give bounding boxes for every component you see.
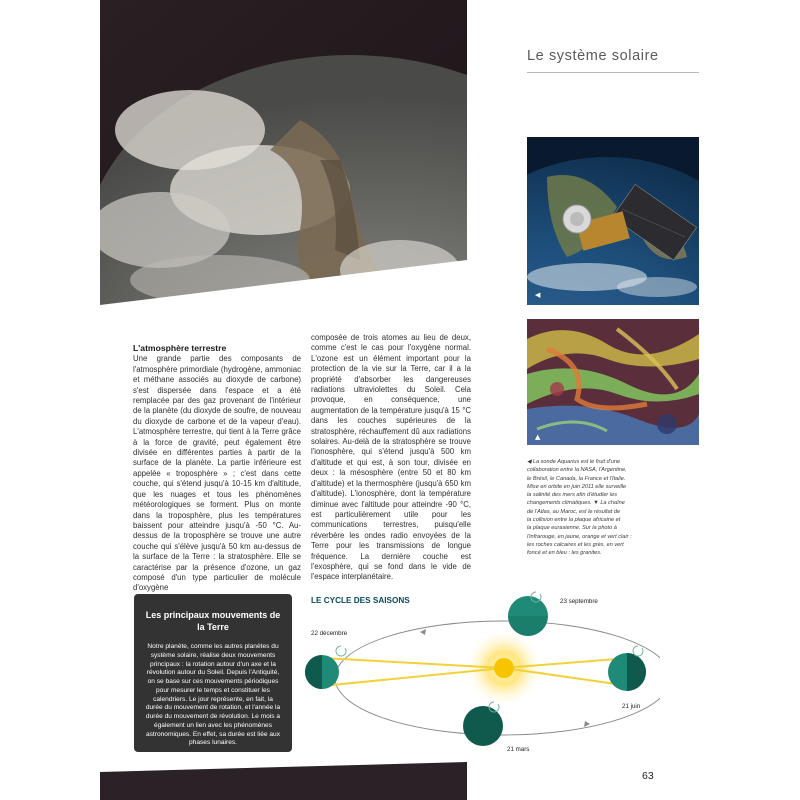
movements-box-text: Notre planète, comme les autres planètes du système solaire, réalise deux mouvements principaux : la rotation autour d'un axe et la révolution autour du Soleil. Depuis l'Antiquité, on se base sur ces mouvements périodiques pour mesurer le temps et constituer les calendriers. Le jour représente, en fait, la durée du mouvement de rotation, et l'année la durée du mouvement de révolution. Le mois a également un lien avec les phénomènes astronomiques. En effet, sa durée est liée aux phases lunaires.	[145, 643, 281, 747]
seasons-title: LE CYCLE DES SAISONS	[311, 596, 410, 605]
caption-line: Mise en orbite en juin 2011 elle surveille	[527, 483, 627, 490]
earth-march	[463, 706, 503, 746]
article-heading: L'atmosphère terrestre	[133, 343, 227, 353]
orbit-arrow	[584, 721, 590, 727]
bottom-photo-strip	[100, 762, 467, 800]
article-paragraph: composée de trois atomes au lieu de deux, comme c'est le cas pour l'oxygène normal. L'ozone est un élément important pour la protection de la vie sur la Terre, car il a la propriété d'absorber les dangereuses radiations ultraviolettes du Soleil. Cela provoque, en conséquence, une augmentation de la température jusqu'à 15 °C dans les couches supérieures de la stratosphère, réchauffement dû aux radiations solaires. Au-delà de la stratosphère se trouve l'ionosphère, qui s'étend jusqu'à 500 km d'altitude et qui est, à son tour, divisée en deux : la mésosphère (entre 50 et 80 km d'altitude) et la thermosphère (jusqu'à 650 km d'altitude). L'ionosphère, dont la température diminue avec l'altitude pour atteindre -90 °C, est particulièrement utile pour les communications terrestres, puisqu'elle réverbère les ondes radio envoyées de la Terre pour les transmissions de longue fréquence. La dernière couche est l'exosphère, qui se fond dans le vide de l'espace interplanétaire.	[311, 333, 471, 582]
svg-text:◀: ◀	[535, 291, 541, 299]
caption-line: foncé et en bleu : les granites.	[527, 550, 602, 557]
section-title: Le système solaire	[527, 48, 659, 64]
movements-box-title: Les principaux mouvements de la Terre	[145, 610, 281, 632]
sun	[494, 658, 514, 678]
seasons-diagram	[300, 588, 660, 760]
article-column-2	[311, 333, 471, 583]
rotation-arrow	[336, 646, 346, 656]
satellite-photo	[527, 137, 699, 305]
rotation-arrow	[633, 646, 643, 656]
photo-caption	[527, 458, 699, 558]
svg-text:▲: ▲	[535, 433, 541, 441]
caption-line: la salinité des mers afin d'étudier les	[527, 492, 617, 499]
caption-line: le Brésil, le Canada, la France et l'Italie.	[527, 475, 626, 482]
terrain-photo	[527, 319, 699, 445]
caption-line: ◀ La sonde Aquarius est le fruit d'une	[527, 459, 621, 465]
label-december: 22 décembre	[311, 630, 348, 637]
caption-line: la collision entre la plaque africaine et	[527, 517, 621, 524]
earth-photo	[100, 0, 467, 305]
article-paragraph: Une grande partie des composants de l'atmosphère primordiale (hydrogène, ammoniac et méthane associés au dioxyde de carbone) s'est dispersée dans l'espace et a été remplacée par des gaz provenant de l'intérieur de la planète (du dioxyde de soufre, de nouveau du dioxyde de carbone et de la vapeur d'eau). L'atmosphère terrestre, qui tient à la Terre grâce à la force de gravité, peut également être divisée en différentes parties à partir de la surface de la planète. La partie inférieure est appelée « troposphère » ; c'est dans cette couche, qui s'étend jusqu'à 10-15 km d'altitude, que les nuages et tous les phénomènes météorologiques se forment. Plus on monte dans la troposphère, plus les températures baissent pour atteindre jusqu'à -50 °C. Au-dessus de la troposphère se trouve une autre couche qui s'élève jusqu'à 50 km au-dessus de la surface de la Terre : la stratosphère. Elle se caractérise par la présence d'ozone, un gaz composé d'un type particulier de molécule d'oxygène	[133, 354, 301, 593]
label-march: 21 mars	[507, 746, 530, 753]
movements-box	[134, 594, 292, 752]
label-june: 21 juin	[622, 703, 641, 710]
title-divider	[527, 72, 699, 73]
caption-line: l'infrarouge, en jaune, orange et vert clair :	[527, 533, 632, 540]
article-column-1	[133, 343, 301, 594]
orbit-arrow	[420, 629, 426, 635]
caption-line: collaboration entre la NASA, l'Argentine,	[527, 467, 627, 474]
label-september: 23 septembre	[560, 598, 598, 605]
page-number: 63	[642, 770, 654, 782]
caption-line: les roches calcaires et les grès, en vert	[527, 541, 624, 548]
caption-line: la plaque eurasienne. Sur la photo à	[527, 525, 617, 532]
caption-line: de l'Atlas, au Maroc, est le résultat de	[527, 508, 621, 515]
caption-line: changements climatiques. ▼ La chaîne	[527, 500, 625, 507]
